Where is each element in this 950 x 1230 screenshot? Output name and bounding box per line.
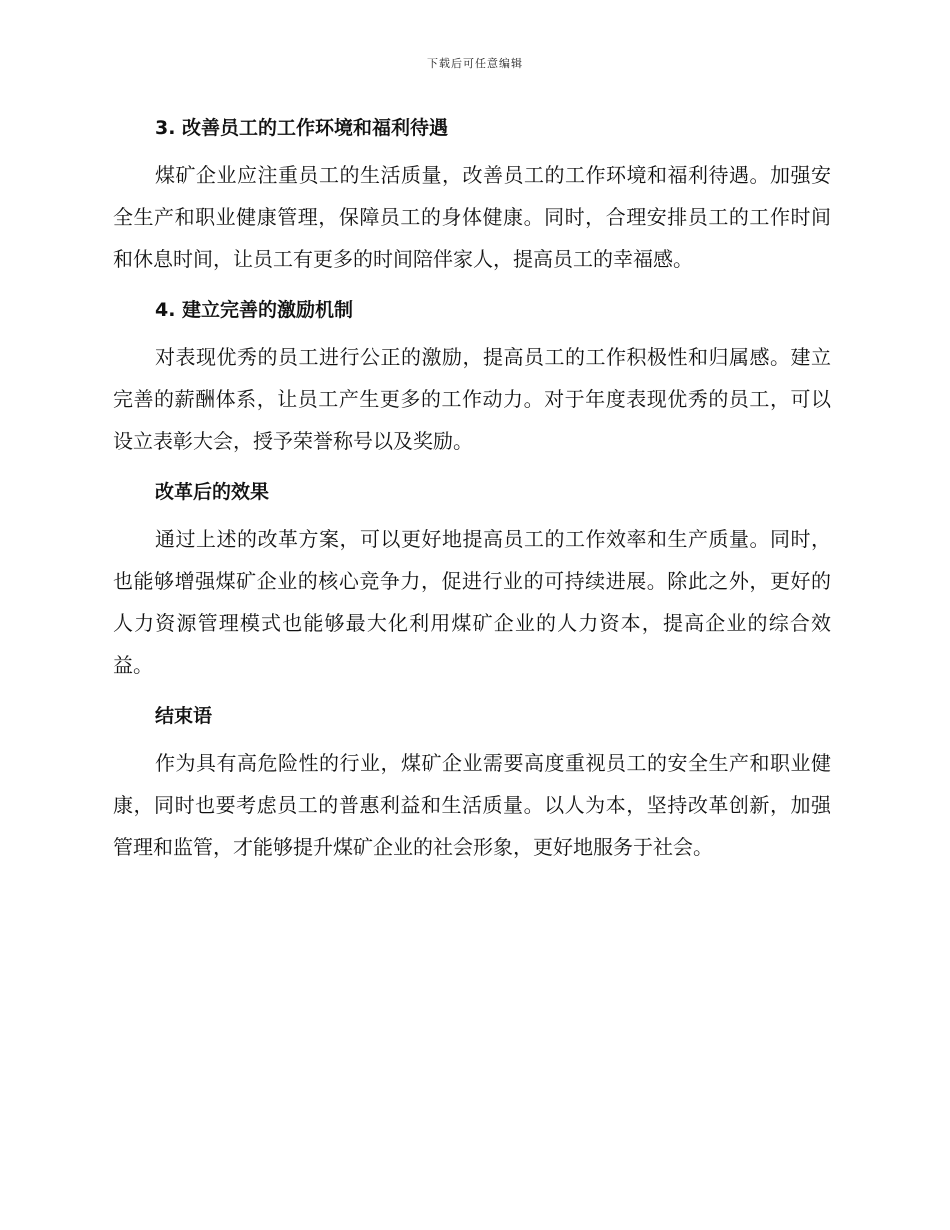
section-conclusion	[113, 696, 831, 868]
section-heading: 改革后的效果	[155, 481, 270, 503]
section-paragraph: 对表现优秀的员工进行公正的激励，提高员工的工作积极性和归属感。建立完善的薪酬体系，让员工产生更多的工作动力。对于年度表现优秀的员工，可以设立表彰大会，授予荣誉称号以及奖励。	[113, 345, 831, 453]
section-improve-environment	[113, 108, 831, 280]
page-header-note: 下载后可任意编辑	[427, 57, 523, 70]
document-body	[113, 108, 831, 878]
section-paragraph: 通过上述的改革方案，可以更好地提高员工的工作效率和生产质量。同时，也能够增强煤矿企业的核心竞争力，促进行业的可持续进展。除此之外，更好的人力资源管理模式也能够最大化利用煤矿企业的人力资本，提高企业的综合效益。	[113, 527, 831, 677]
section-paragraph: 作为具有高危险性的行业，煤矿企业需要高度重视员工的安全生产和职业健康，同时也要考虑员工的普惠利益和生活质量。以人为本，坚持改革创新，加强管理和监管，才能够提升煤矿企业的社会形象，更好地服务于社会。	[113, 751, 831, 859]
section-incentive-mechanism	[113, 290, 831, 462]
section-heading: 4. 建立完善的激励机制	[155, 299, 354, 321]
section-reform-effects	[113, 472, 831, 686]
section-heading: 结束语	[155, 705, 213, 727]
section-paragraph: 煤矿企业应注重员工的生活质量，改善员工的工作环境和福利待遇。加强安全生产和职业健康管理，保障员工的身体健康。同时，合理安排员工的工作时间和休息时间，让员工有更多的时间陪伴家人，提高员工的幸福感。	[113, 163, 831, 271]
section-heading: 3. 改善员工的工作环境和福利待遇	[155, 117, 449, 139]
